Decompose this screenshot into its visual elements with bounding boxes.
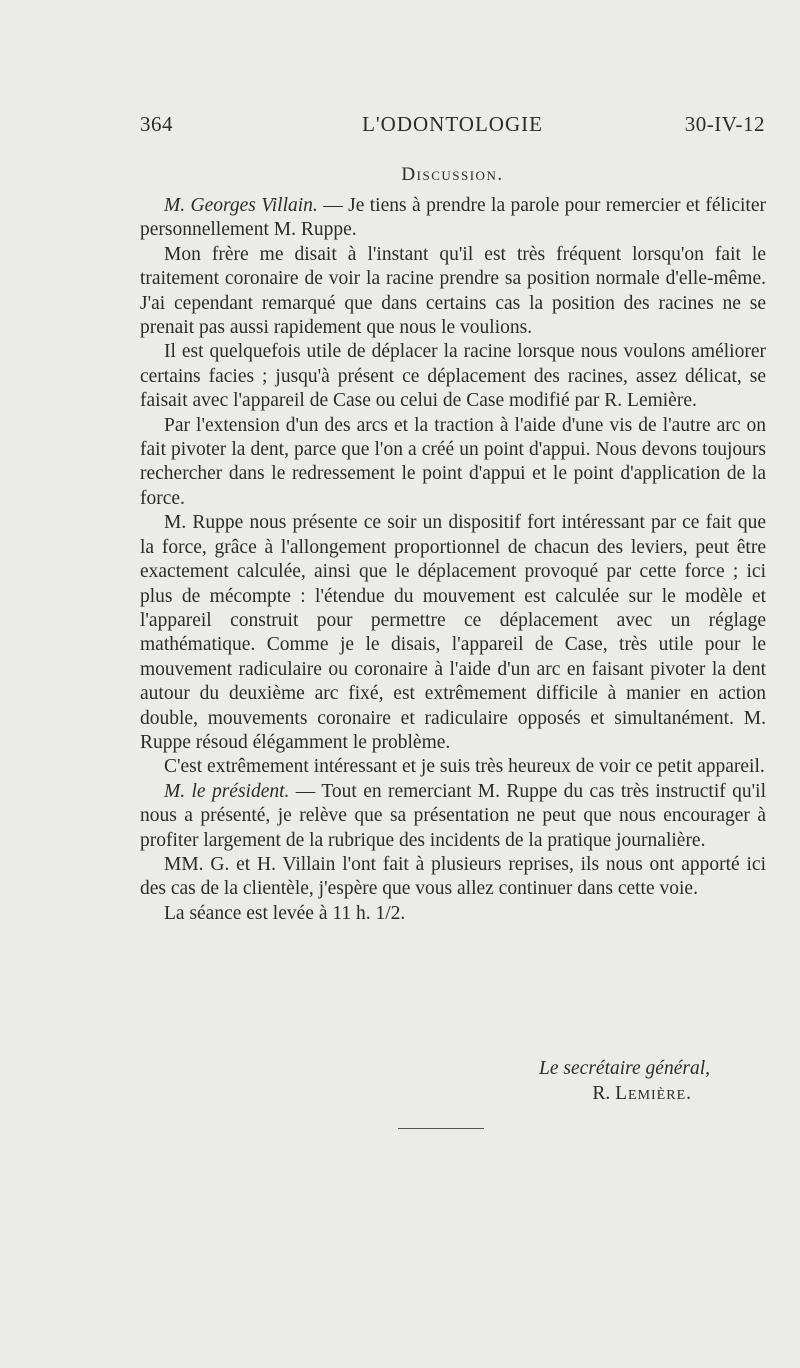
paragraph-text: Mon frère me disait à l'instant qu'il est très fréquent lorsqu'on fait le traitement coronaire de voir la racine prendre sa position normale d'elle-même. J'ai cependant remarqué que dans certains cas la position des racines ne se prenait pas aussi rapidement que nous le voulions. [140, 243, 766, 339]
paragraph [140, 902, 766, 926]
body-text [140, 194, 766, 926]
signatory-initial: R. [592, 1083, 611, 1104]
paragraph-text: Par l'extension d'un des arcs et la traction à l'aide d'une vis de l'autre arc on fait pivoter la dent, parce que l'on a créé un point d'appui. Nous devons toujours rechercher dans le redressement le point d'appui et le point d'application de la force. [140, 414, 766, 509]
paragraph [140, 780, 766, 853]
paragraph [140, 414, 766, 512]
paragraph [140, 194, 766, 243]
journal-title: L'ODONTOLOGIE [362, 112, 543, 136]
signature-block [420, 1056, 710, 1106]
closing-rule [398, 1128, 484, 1129]
paragraph [140, 511, 766, 755]
page-number: 364 [140, 112, 173, 136]
paragraph [140, 853, 766, 902]
speaker-name: M. Georges Villain. [164, 195, 318, 216]
paragraph-text: — Tout en remerciant M. Ruppe du cas très instructif qu'il nous a présenté, je relève que sa présentation ne peut que nous encourager à profiter largement de la rubrique des incidents de la pratique journalière. [140, 780, 767, 851]
paragraph-text: MM. G. et H. Villain l'ont fait à plusieurs reprises, ils nous ont apporté ici des cas de la clientèle, j'espère que vous allez continuer dans cette voie. [140, 853, 766, 900]
signatory-title: Le secrétaire général, [539, 1058, 710, 1079]
speaker-name: M. le président. [164, 780, 290, 802]
paragraph [140, 755, 766, 779]
paragraph-text: Il est quelquefois utile de déplacer la racine lorsque nous voulons améliorer certains facies ; jusqu'à présent ce déplacement des racines, assez délicat, se faisait avec l'appareil de Case ou celui de Case modifié par R. Lemière. [140, 341, 766, 412]
section-heading: Discussion. [401, 164, 504, 185]
paragraph-text: — Je tiens à prendre la parole pour remercier et féliciter personnellement M. Ruppe. [140, 195, 766, 241]
paragraph [140, 243, 766, 341]
issue-date: 30-IV-12 [684, 112, 765, 136]
paragraph-text: C'est extrêmement intéressant et je suis très heureux de voir ce petit appareil. [164, 756, 765, 778]
paragraph-text: M. Ruppe nous présente ce soir un dispositif fort intéressant par ce fait que la force, grâce à l'allongement proportionnel de chacun des leviers, peut être exactement calculée, ainsi que le déplacement provoqué par cette force ; ici plus de mécompte : l'étendue du mouvement est calculée sur le modèle et l'appareil construit pour permettre ce déplacement avec un réglage mathématique. Comme je le disais, l'appareil de Case, très utile pour le mouvement radiculaire ou coronaire à l'aide d'un arc en faisant pivoter la dent autour du deuxième arc fixé, est extrêmement difficile à manier en action double, mouvements coronaire et radiculaire opposés et simultanément. M. Ruppe résoud élégamment le problème. [140, 512, 766, 753]
signatory-surname: Lemière. [615, 1083, 692, 1104]
signatory-name [420, 1081, 710, 1106]
paragraph [140, 340, 766, 413]
running-header [140, 112, 765, 142]
paragraph-text: La séance est levée à 11 h. 1/2. [164, 902, 406, 924]
